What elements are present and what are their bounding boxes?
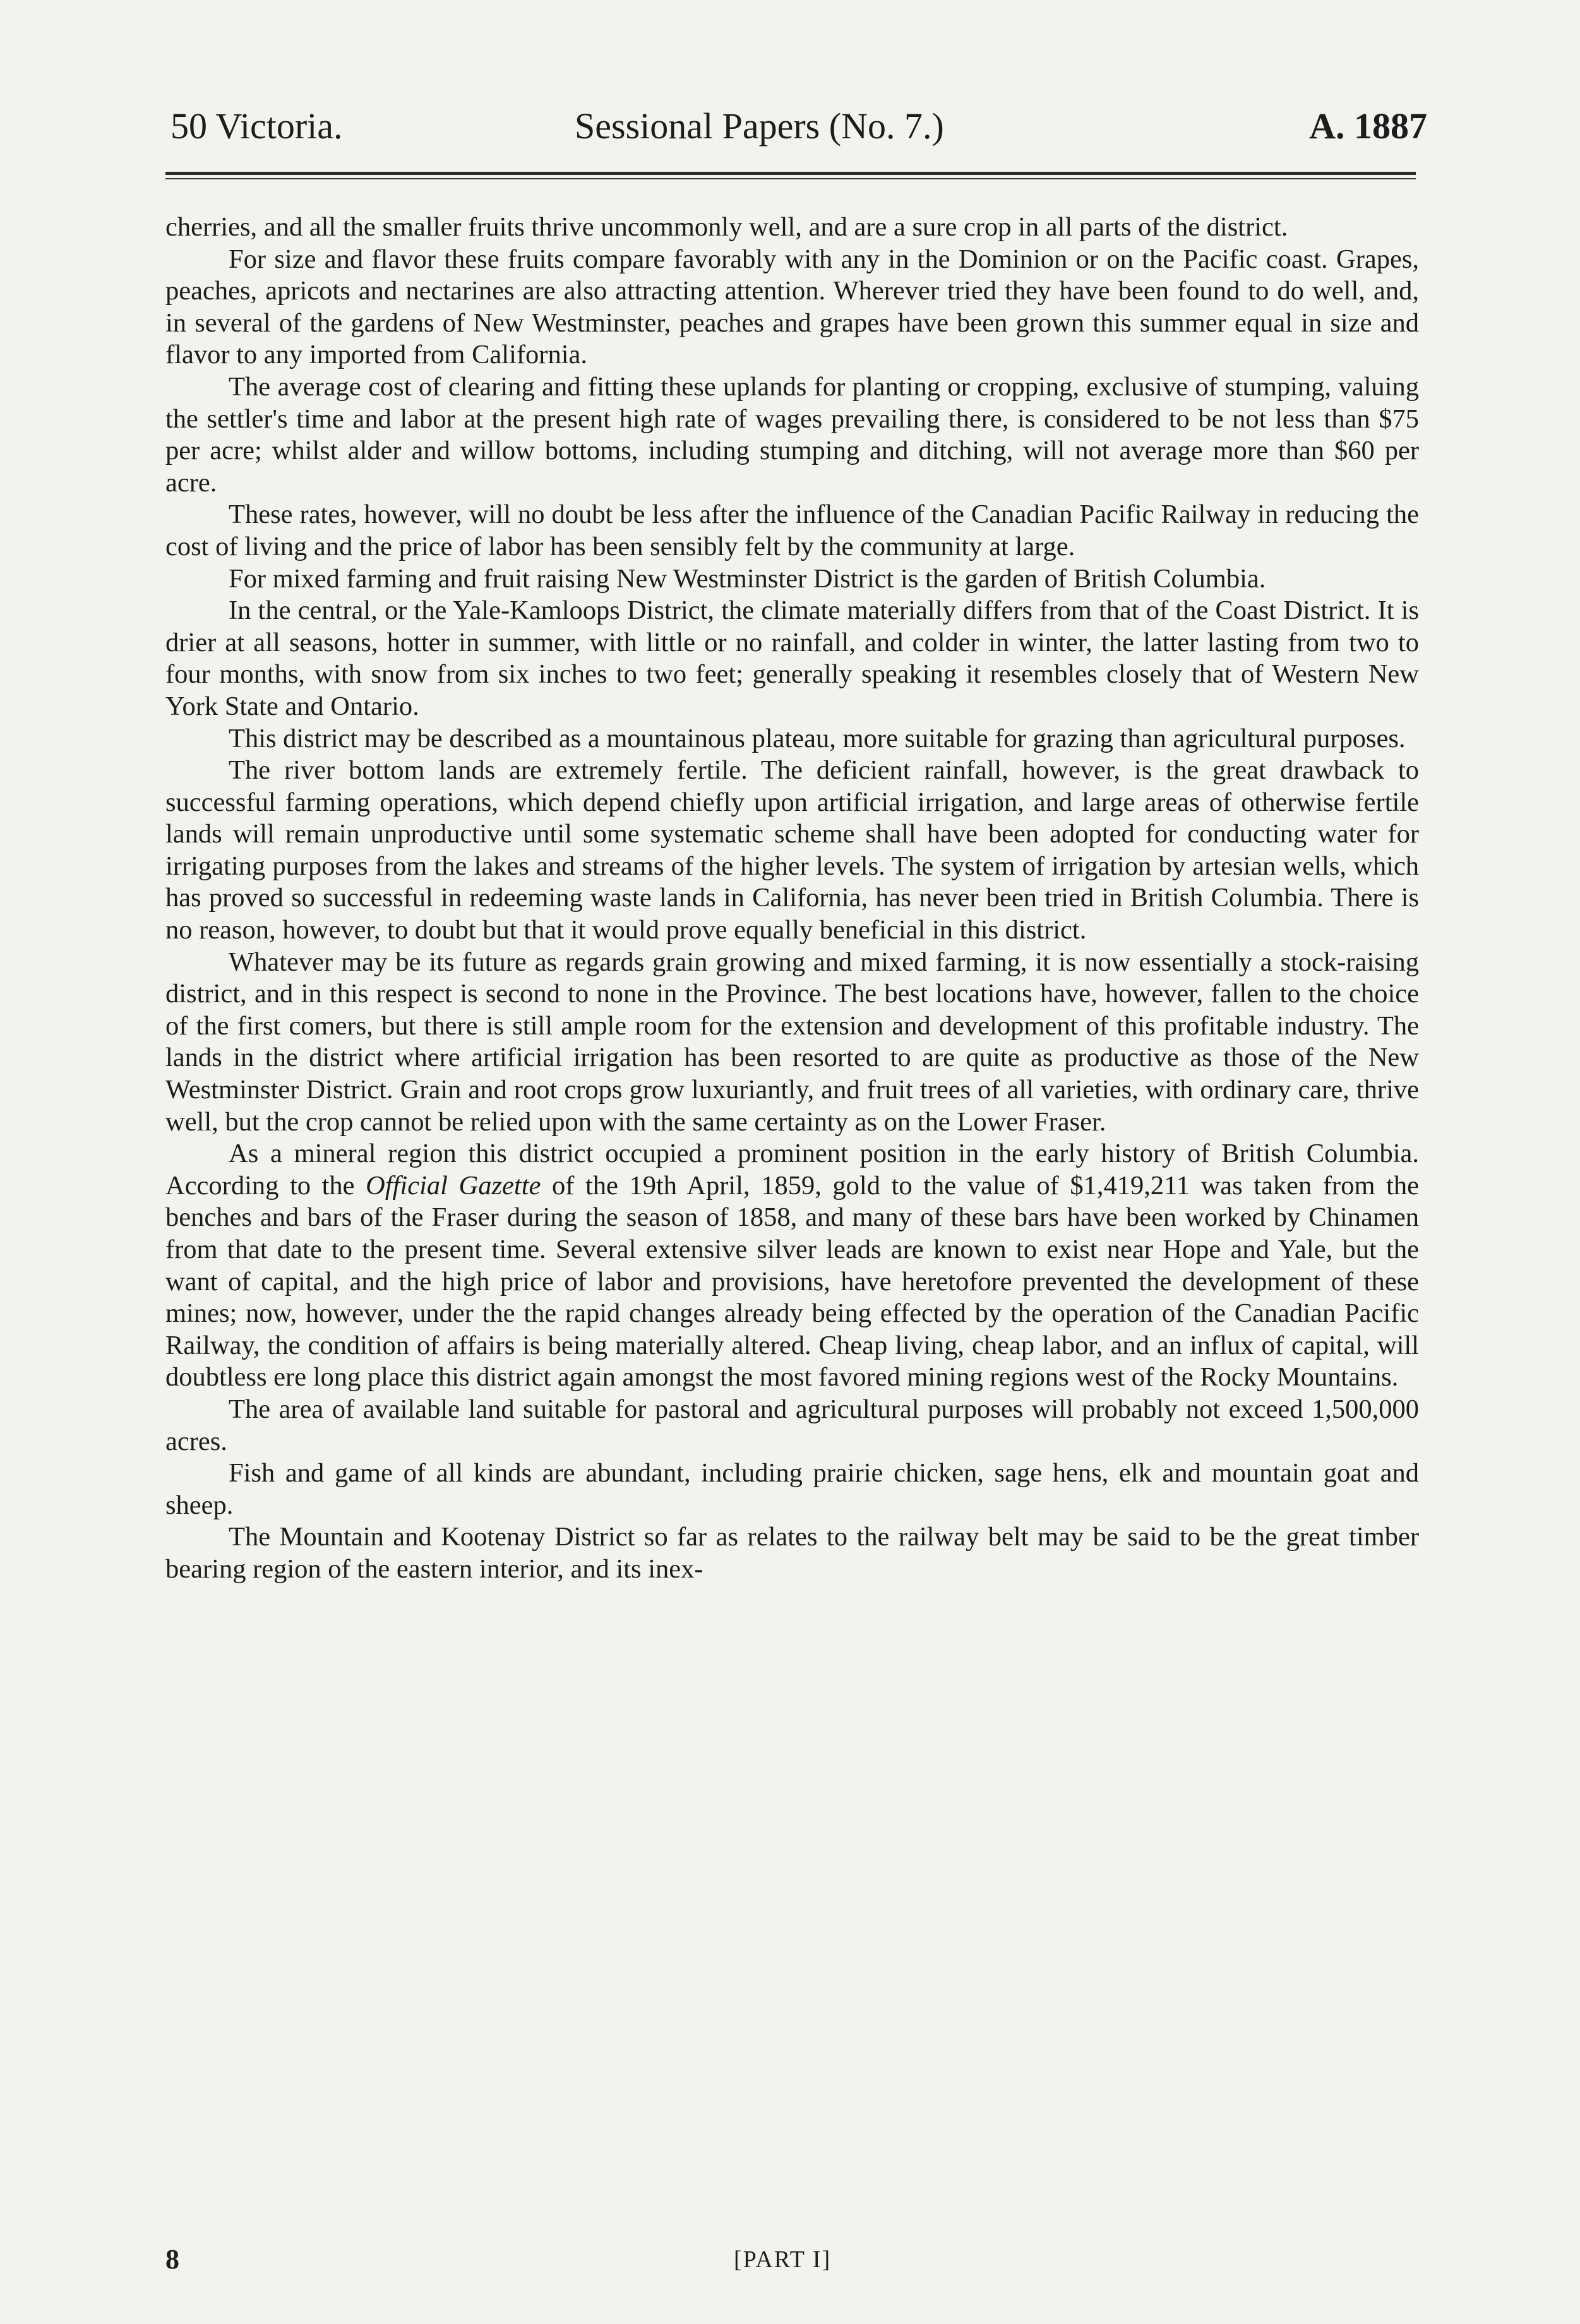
page-footer [165,2241,1419,2279]
paragraph-fish-game: Fish and game of all kinds are abundant, including prairie chicken, sage hens, elk and mountain goat and sheep. [165,1458,1419,1520]
gazette-title: Official Gazette [366,1170,541,1201]
paragraph-rates: These rates, however, will no doubt be less after the influence of the Canadian Pacific Railway in reducing the cost of living and the price of labor has been sensibly felt by the community at large. [165,500,1419,561]
paragraph-clearing-cost: The average cost of clearing and fitting these uplands for planting or cropping, exclusive of stumping, valuing the settler's time and labor at the present high rate of wages prevailing there, is considered to be not less than $75 per acre; whilst alder and willow bottoms, including stumping and ditching, will not average more than $60 per acre. [165,371,1419,498]
running-header [171,95,1427,158]
paragraph-mineral-region [165,1138,1419,1394]
body-text [165,212,1419,1586]
paragraph-continued: cherries, and all the smaller fruits thrive uncommonly well, and are a sure crop in all parts of the district. [165,212,1288,242]
header-rule-thick [165,172,1416,175]
paragraph-kootenay: The Mountain and Kootenay District so far as relates to the railway belt may be said to be the great timber bearing region of the eastern interior, and its inex- [165,1522,1419,1584]
paragraph-land-area: The area of available land suitable for pastoral and agricultural purposes will probably not exceed 1,500,000 acres. [165,1394,1419,1456]
mineral-text-start: As a mineral region this district occupied a prominent position in the early history of British Columbia. According to the [165,1139,1419,1201]
paragraph-mixed-farming: For mixed farming and fruit raising New Westminster District is the garden of British Columbia. [229,563,1266,594]
header-title: Sessional Papers (No. 7.) [575,105,944,147]
paragraph-irrigation: The river bottom lands are extremely fertile. The deficient rainfall, however, is the great drawback to successful farming operations, which depend chiefly upon artificial irrigation, and large areas of otherwise fertile lands will remain unproductive until some systematic scheme shall have been adopted for conducting water for irrigating purposes from the lakes and streams of the higher levels. The system of irrigation by artesian wells, which has proved so successful in redeeming waste lands in California, has never been tried in British Columbia. There is no reason, however, to doubt but that it would prove equally beneficial in this district. [165,755,1419,945]
header-volume: 50 Victoria. [171,105,343,147]
paragraph-stock-raising: Whatever may be its future as regards grain growing and mixed farming, it is now essentially a stock-raising district, and in this respect is second to none in the Province. The best locations have, however, fallen to the choice of the first comers, but there is still ample room for the extension and development of this profitable industry. The lands in the district where artificial irrigation has been resorted to are quite as productive as those of the New Westminster District. Grain and root crops grow luxuriantly, and fruit trees of all varieties, with ordinary care, thrive well, but the crop cannot be relied upon with the same certainty as on the Lower Fraser. [165,947,1419,1137]
part-label: [PART I] [734,2246,832,2273]
paragraph-fruit-size: For size and flavor these fruits compare favorably with any in the Dominion or on the Pacific coast. Grapes, peaches, apricots and nectarines are also attracting attention. Wherever tried they have been found to do well, and, in several of the gardens of New Westminster, peaches and grapes have been grown this summer equal in size and flavor to any imported from California. [165,244,1419,370]
mineral-text-rest: of the 19th April, 1859, gold to the value of $1,419,211 was taken from the benches and bars of the Fraser during the season of 1858, and many of these bars have been worked by Chinamen from that date to the present time. Several extensive silver leads are known to exist near Hope and Yale, but the want of capital, and the high price of labor and provisions, have heretofore prevented the development of these mines; now, however, under the the rapid changes already being effected by the operation of the Canadian Pacific Railway, the condition of affairs is being materially altered. Cheap living, cheap labor, and an influx of capital, will doubtless ere long place this district again amongst the most favored mining regions west of the Rocky Mountains. [165,1170,1420,1393]
paragraph-plateau: This district may be described as a mountainous plateau, more suitable for grazing than agricultural purposes. [229,723,1406,753]
paragraph-yale-kamloops: In the central, or the Yale-Kamloops District, the climate materially differs from that of the Coast District. It is drier at all seasons, hotter in summer, with little or no rainfall, and colder in winter, the latter lasting from two to four months, with snow from six inches to two feet; generally speaking it resembles closely that of Western New York State and Ontario. [165,596,1419,721]
header-year: A. 1887 [1309,105,1427,147]
signature-mark: 8 [165,2244,179,2275]
header-rule-thin [165,178,1416,179]
